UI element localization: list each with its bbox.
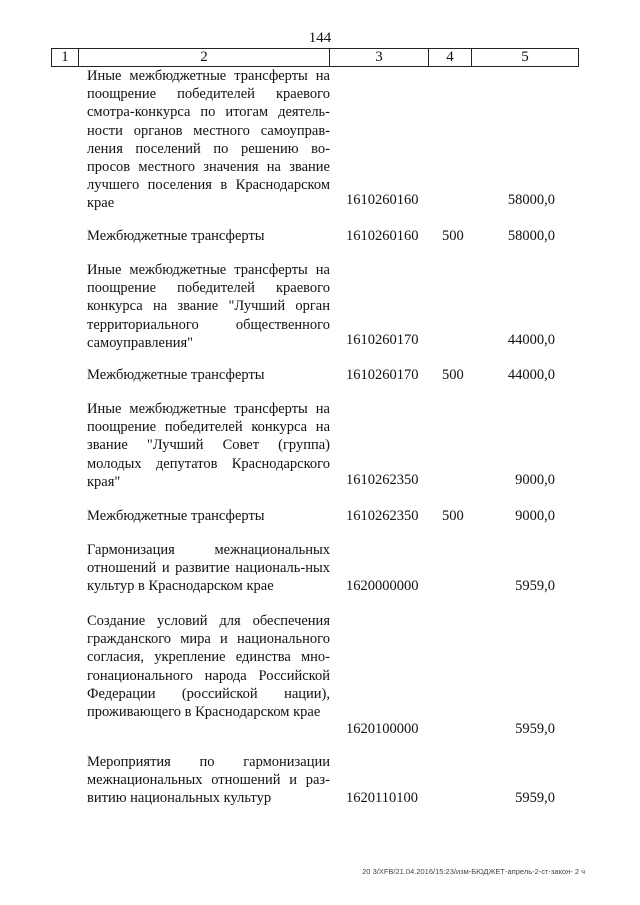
column-header-4: 4 bbox=[429, 49, 472, 67]
row-amount: 44000,0 bbox=[507, 332, 555, 348]
column-header-row bbox=[51, 48, 579, 67]
row-code: 1620110100 bbox=[346, 790, 418, 806]
row-type: 500 bbox=[442, 228, 464, 244]
row-description: Создание условий для обеспечения гражданского мира и национального согласия, укрепление единства мно-гонационального народа Российской Федерации (российской нации), проживающего в Краснодарском крае bbox=[87, 613, 330, 721]
row-type: 500 bbox=[442, 367, 464, 383]
row-code: 1610260160 bbox=[346, 228, 419, 244]
row-code: 1610262350 bbox=[346, 508, 419, 524]
row-code: 1620000000 bbox=[346, 578, 419, 594]
row-code: 1610262350 bbox=[346, 472, 419, 488]
row-code: 1610260160 bbox=[346, 192, 419, 208]
row-amount: 9000,0 bbox=[515, 508, 555, 524]
column-header-2: 2 bbox=[79, 49, 330, 67]
row-description: Иные межбюджетные трансферты на поощрение победителей краевого смотра-конкурса по итогам деятель-ности органов местного самоуправ-ления поселений по решению во-просов местного значения на звание лучшего поселения в Краснодарском крае bbox=[87, 68, 330, 212]
row-amount: 58000,0 bbox=[507, 192, 555, 208]
row-code: 1620100000 bbox=[346, 721, 419, 737]
row-description: Межбюджетные трансферты bbox=[87, 228, 265, 244]
row-amount: 5959,0 bbox=[515, 790, 555, 806]
row-code: 1610260170 bbox=[346, 367, 419, 383]
row-amount: 5959,0 bbox=[515, 721, 555, 737]
row-amount: 5959,0 bbox=[515, 578, 555, 594]
row-amount: 58000,0 bbox=[507, 228, 555, 244]
row-description: Межбюджетные трансферты bbox=[87, 367, 265, 383]
row-code: 1610260170 bbox=[346, 332, 419, 348]
row-amount: 9000,0 bbox=[515, 472, 555, 488]
row-description: Иные межбюджетные трансферты на поощрение победителей конкурса на звание "Лучший Совет (группа) молодых депутатов Краснодарского края" bbox=[87, 401, 330, 490]
row-type: 500 bbox=[442, 508, 464, 524]
row-description: Межбюджетные трансферты bbox=[87, 508, 265, 524]
row-amount: 44000,0 bbox=[507, 367, 555, 383]
row-description: Иные межбюджетные трансферты на поощрение победителей краевого конкурса на звание "Лучший орган территориального общественного самоуправления" bbox=[87, 262, 330, 351]
column-header-3: 3 bbox=[330, 49, 429, 67]
row-description: Гармонизация межнациональных отношений и развитие националь-ных культур в Краснодарском крае bbox=[87, 542, 330, 595]
page-number: 144 bbox=[308, 30, 332, 46]
row-description: Мероприятия по гармонизации межнациональных отношений и раз-витию национальных культур bbox=[87, 754, 330, 807]
document-footer: 20 3/XFB/21.04.2016/15:23/изм-БЮДЖЕТ-апрель-2-ст-закон- 2 ч bbox=[362, 867, 585, 876]
column-header-5: 5 bbox=[472, 49, 579, 67]
column-header-1: 1 bbox=[52, 49, 79, 67]
